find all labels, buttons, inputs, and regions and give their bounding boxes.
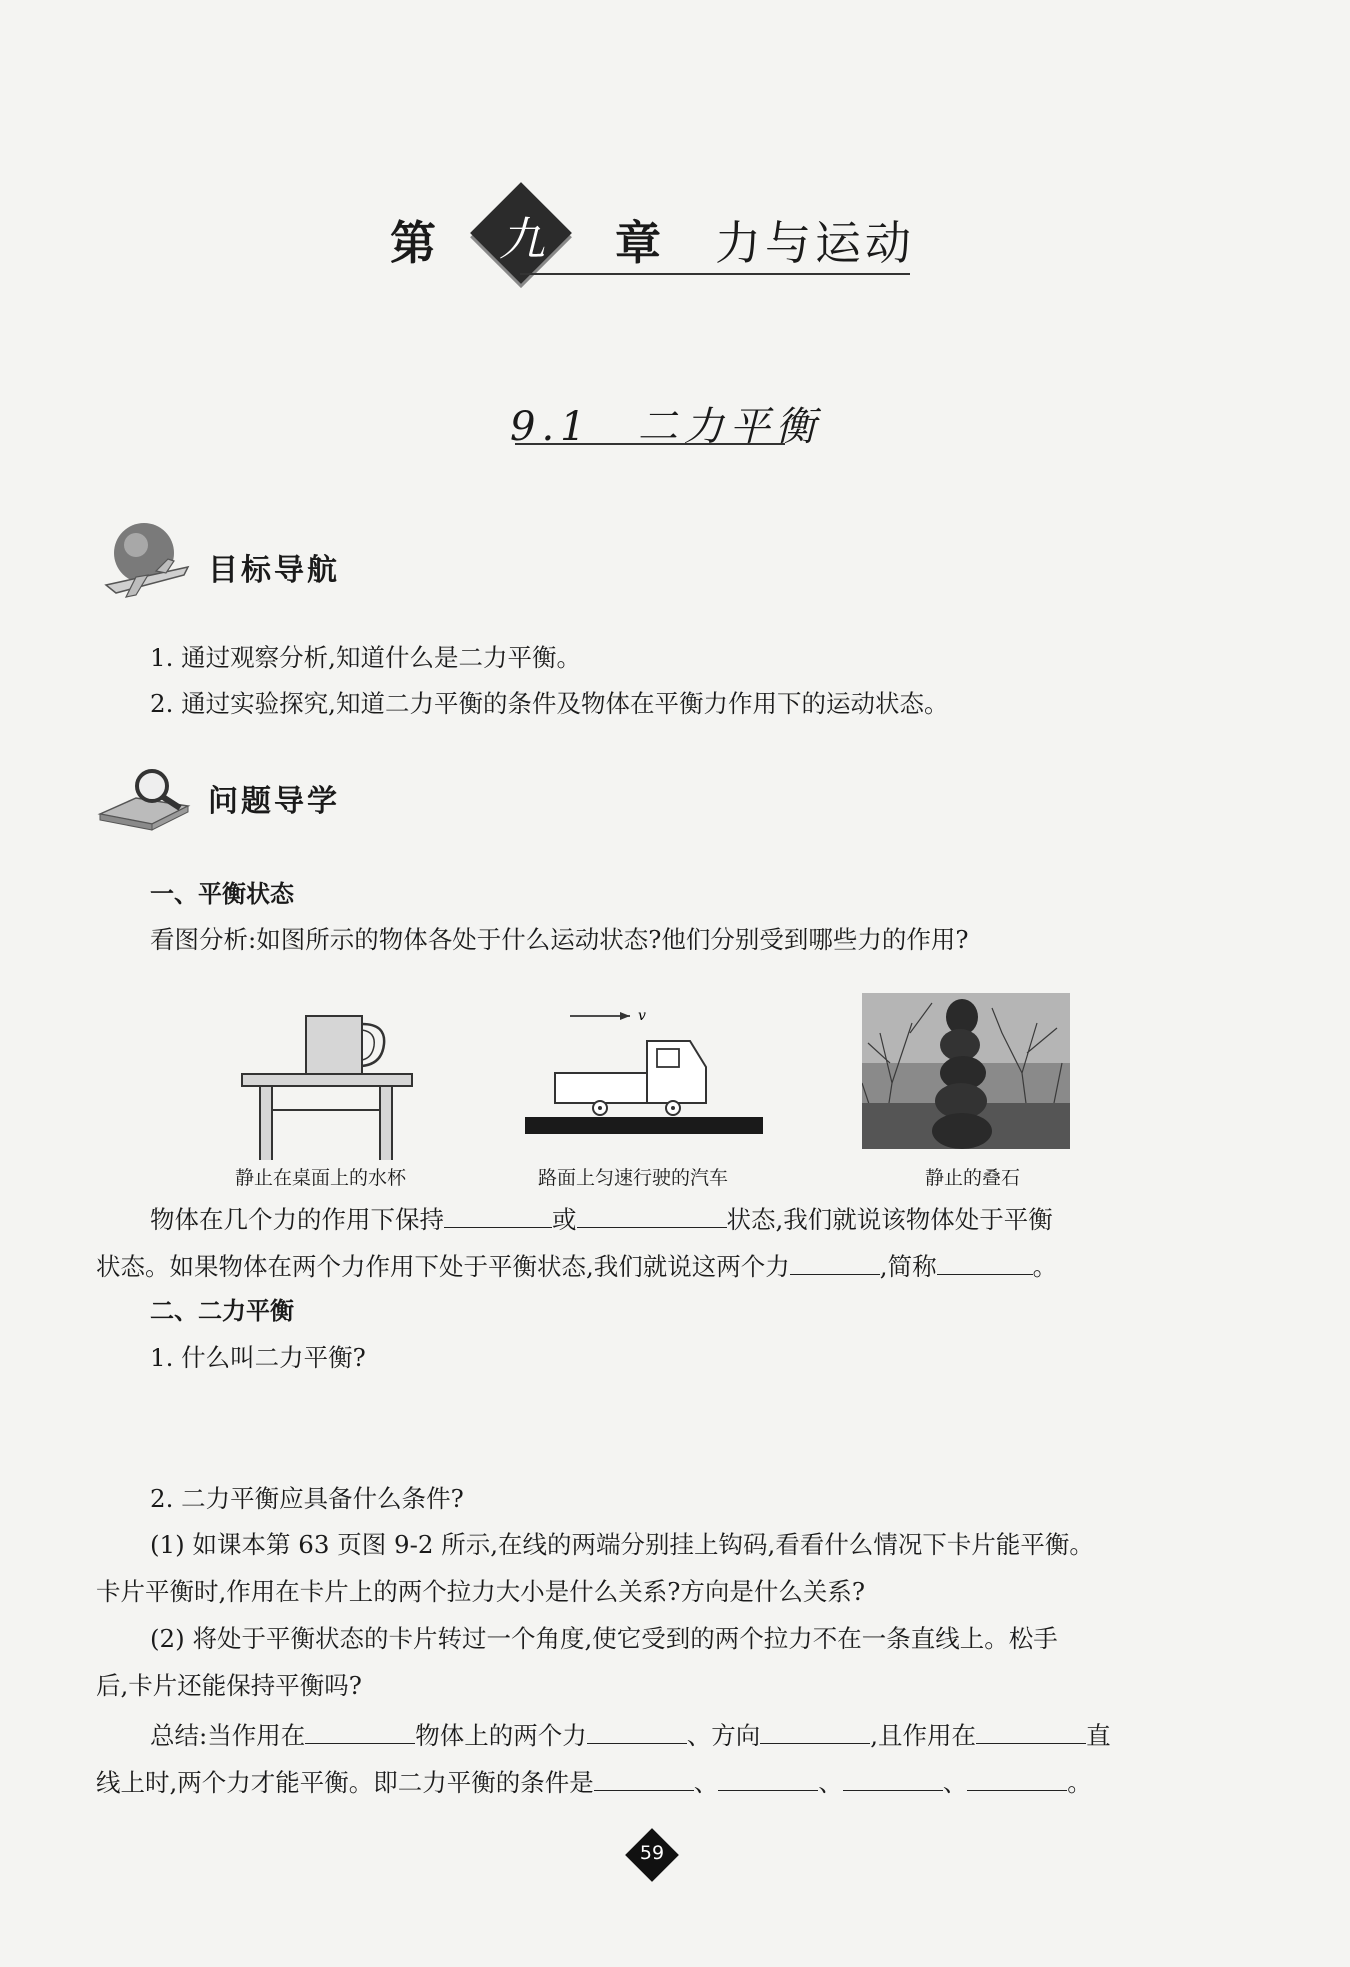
summary-text-f: 线上时,两个力才能平衡。即二力平衡的条件是 [96, 1768, 594, 1797]
summary-text-g: 、 [693, 1768, 719, 1797]
cup-on-table-figure [238, 1010, 418, 1160]
blank-condition-4[interactable] [967, 1768, 1067, 1791]
fill1-text-a: 物体在几个力的作用下保持 [150, 1205, 444, 1234]
goals-heading: 目标导航 [208, 553, 340, 588]
summary-text-b: 物体上的两个力 [415, 1721, 587, 1750]
blank-opposite-direction[interactable] [760, 1721, 870, 1744]
question-2: 2. 二力平衡应具备什么条件? [150, 1484, 464, 1513]
question-2-2a: (2) 将处于平衡状态的卡片转过一个角度,使它受到的两个拉力不在一条直线上。松手 [150, 1624, 1058, 1653]
page-number-badge [627, 1830, 677, 1880]
goal-item-1: 1. 通过观察分析,知道什么是二力平衡。 [150, 643, 581, 672]
blank-maintain-1[interactable] [444, 1205, 552, 1228]
blank-condition-2[interactable] [718, 1768, 818, 1791]
page-number: 59 [639, 1842, 665, 1864]
blank-condition-1[interactable] [594, 1768, 694, 1791]
summary-line2 [96, 1768, 1092, 1796]
summary-line1 [150, 1721, 1111, 1749]
blank-same-object[interactable] [305, 1721, 415, 1744]
guide-heading: 问题导学 [208, 784, 340, 819]
stones-caption: 静止的叠石 [925, 1167, 1021, 1189]
summary-text-e: 直 [1086, 1721, 1111, 1750]
fill1-text-e: ,简称 [879, 1252, 937, 1281]
summary-text-i: 、 [942, 1768, 968, 1797]
chapter-number: 九 [499, 212, 545, 266]
globe-plane-icon [96, 515, 196, 605]
fill1-line1 [150, 1205, 1053, 1233]
summary-text-a: 总结:当作用在 [150, 1721, 306, 1750]
question-2-2b: 后,卡片还能保持平衡吗? [96, 1671, 362, 1700]
question-2-1b: 卡片平衡时,作用在卡片上的两个拉力大小是什么关系?方向是什么关系? [96, 1577, 866, 1606]
chapter-header [380, 185, 920, 285]
stacked-stones-photo [862, 993, 1070, 1149]
summary-text-h: 、 [818, 1768, 843, 1797]
question-1: 1. 什么叫二力平衡? [150, 1343, 366, 1372]
goal-item-2: 2. 通过实验探究,知道二力平衡的条件及物体在平衡力作用下的运动状态。 [150, 689, 949, 718]
fill1-text-b: 或 [552, 1205, 577, 1234]
truck-figure [520, 1005, 770, 1140]
fill1-line2 [96, 1252, 1057, 1280]
blank-balanced-forces[interactable] [790, 1252, 880, 1275]
blank-equal-size[interactable] [587, 1721, 687, 1744]
fill1-text-c: 状态,我们就说该物体处于平衡 [726, 1205, 1053, 1234]
blank-maintain-2[interactable] [577, 1205, 727, 1228]
cup-caption: 静止在桌面上的水杯 [235, 1167, 407, 1189]
section-underline [515, 443, 785, 445]
chapter-title: 力与运动 [715, 216, 915, 270]
part2-title: 二、二力平衡 [150, 1297, 294, 1325]
fill1-text-d: 状态。如果物体在两个力作用下处于平衡状态,我们就说这两个力 [96, 1252, 790, 1281]
blank-same-line[interactable] [976, 1721, 1086, 1744]
chapter-underline [520, 273, 910, 275]
summary-text-d: ,且作用在 [870, 1721, 977, 1750]
part1-prompt: 看图分析:如图所示的物体各处于什么运动状态?他们分别受到哪些力的作用? [150, 925, 969, 954]
velocity-label: v [638, 1008, 646, 1024]
chapter-prefix: 第 [390, 216, 436, 270]
question-2-1a: (1) 如课本第 63 页图 9-2 所示,在线的两端分别挂上钩码,看看什么情况下卡片能平衡。 [150, 1530, 1094, 1559]
summary-text-c: 、方向 [686, 1721, 761, 1750]
fill1-text-f: 。 [1032, 1252, 1058, 1281]
blank-short-name[interactable] [937, 1252, 1033, 1275]
magnifier-books-icon [96, 762, 196, 832]
blank-condition-3[interactable] [843, 1768, 943, 1791]
section-title: 9.1 二力平衡 [510, 404, 822, 450]
part1-title: 一、平衡状态 [150, 880, 294, 908]
truck-caption: 路面上匀速行驶的汽车 [538, 1167, 729, 1189]
summary-text-j: 。 [1067, 1768, 1092, 1797]
chapter-suffix: 章 [615, 216, 661, 270]
